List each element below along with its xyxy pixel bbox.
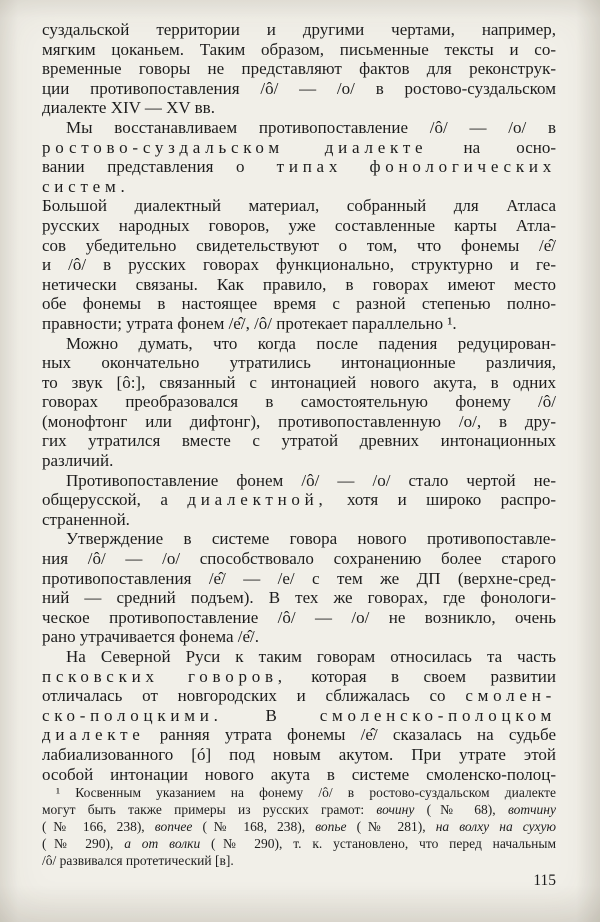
text-segment: На Северной Руси к таким говорам относилась та часть (66, 647, 556, 666)
text-line (42, 373, 556, 393)
text-line (42, 852, 556, 869)
text-line (42, 784, 556, 801)
text-segment: то звук [ô:], связанный с интонацией нового акута, в одних (42, 372, 556, 392)
text-segment: особой интонации нового акута в системе смоленско-полоц- (42, 764, 556, 784)
text-line (42, 588, 556, 608)
text-line (42, 334, 556, 354)
text-segment: Можно думать, что когда после падения редуцирован- (66, 333, 556, 353)
text-line (42, 255, 556, 275)
text-line (42, 608, 556, 628)
text-segment: и /ô/ в русских говорах функционально, структурно и ге- (42, 255, 556, 275)
text-line (42, 510, 556, 530)
text-segment: обе фонемы в настоящее время с разной степенью полно- (42, 294, 556, 314)
text-segment: (№ 290), т. к. установлено, что перед начальным (200, 836, 556, 851)
body-text (42, 20, 556, 784)
text-line (42, 431, 556, 451)
text-line (42, 196, 556, 216)
text-line (42, 79, 556, 99)
text-line (42, 801, 556, 818)
text-line (42, 275, 556, 295)
text-segment: (№ 166, 238), (42, 819, 155, 834)
text-line (42, 471, 556, 491)
text-line (42, 451, 556, 471)
footnote (42, 784, 556, 869)
text-line (42, 20, 556, 40)
text-line (42, 647, 556, 667)
text-segment: различий. (42, 451, 114, 471)
letterspaced-text: диалектной, (187, 490, 328, 510)
text-line (42, 686, 556, 706)
text-line (42, 818, 556, 835)
text-line (42, 412, 556, 432)
text-segment: (№ 281), (346, 819, 436, 834)
text-segment: говорах преобразовался в самостоятельную фонему /ô/ (42, 392, 556, 412)
text-line (42, 392, 556, 412)
text-segment: ния /ô/ — /о/ способствовало сохранению более старого (42, 549, 556, 569)
text-segment: Мы восстанавливаем противопоставление /ô/ — /о/ в (66, 117, 556, 137)
text-segment: рано утрачивается фонема /е̂/. (42, 627, 260, 647)
text-line (42, 314, 556, 334)
text-segment: В (222, 705, 320, 725)
text-line (42, 98, 556, 118)
text-line (42, 667, 556, 687)
italic-text: вопье (315, 819, 347, 834)
text-segment: ных окончательно утратились интонационные различия, (42, 353, 556, 373)
text-line (42, 138, 556, 158)
text-line (42, 529, 556, 549)
text-segment: ¹ Косвенным указанием на фонему /ô/ в ростово-суздальском диалекте (56, 785, 556, 800)
text-segment: отличалась от новгородских и сближалась со (42, 686, 466, 706)
italic-text: на волху на сухую (435, 819, 556, 834)
text-segment: суздальской территории и другими чертами, например, (42, 20, 556, 39)
text-segment: противопоставления /е̂/ — /е/ с тем же ДП (верхне-сред- (42, 568, 556, 588)
text-line (42, 835, 556, 852)
text-line (42, 765, 556, 785)
text-segment: хотя и широко распро- (327, 490, 556, 510)
text-segment: мягким цоканьем. Таким образом, письменные тексты и со- (42, 39, 556, 59)
text-line (42, 236, 556, 256)
text-segment: на осно- (427, 137, 556, 157)
text-line (42, 157, 556, 196)
text-segment: (№ 68), (414, 802, 508, 817)
text-line (42, 353, 556, 373)
text-segment: ции противопоставления /ô/ — /о/ в ростово-суздальском (42, 78, 556, 98)
letterspaced-text: о типах фонологических систем. (42, 157, 556, 196)
text-line (42, 569, 556, 589)
text-segment: /ô/ развивался протетический [в]. (42, 853, 234, 868)
text-segment: диалекте XIV — XV вв. (42, 98, 215, 118)
text-segment: нетически связаны. Как правило, в говорах имеют место (42, 274, 556, 294)
text-segment: Противопоставление фонем /ô/ — /о/ стало чертой не- (66, 470, 556, 490)
text-line (42, 118, 556, 138)
text-segment: сов убедительно свидетельствуют о том, что фонемы /е̂/ (42, 235, 556, 255)
text-segment: ческое противопоставление /ô/ — /о/ не возникло, очень (42, 607, 556, 627)
letterspaced-text: диалекте (42, 725, 145, 745)
letterspaced-text: псковских говоров, (42, 666, 287, 686)
text-segment: могут быть также примеры из русских грамот: (42, 802, 377, 817)
page-number: 115 (533, 872, 556, 889)
text-segment: Утверждение в системе говора нового противопоставле- (66, 529, 556, 549)
italic-text: вочину (376, 802, 415, 817)
text-segment: ний — средний подъем). В тех же говорах, где фонологи- (42, 588, 556, 608)
text-line (42, 40, 556, 60)
text-line (42, 725, 556, 745)
text-segment: вании представления (42, 157, 237, 177)
text-segment: гих утратился вместе с утратой древних интонационных (42, 431, 556, 451)
text-line (42, 490, 556, 510)
letterspaced-text: смоленско-полоцком (319, 705, 556, 725)
text-segment: которая в своем развитии (286, 666, 556, 686)
text-line (42, 59, 556, 79)
text-segment: (№ 290), (42, 836, 125, 851)
text-segment: (монофтонг или дифтонг), противопоставленную /о/, в дру- (42, 411, 556, 431)
italic-text: вотчину (507, 802, 556, 817)
text-segment: общерусской, а (42, 490, 188, 510)
text-segment: лабиализованного [ó] под новым акутом. При утрате этой (42, 744, 556, 764)
text-line (42, 216, 556, 236)
text-line (42, 745, 556, 765)
text-segment: ранняя утрата фонемы /е̂/ сказалась на судьбе (144, 725, 556, 745)
text-line (42, 294, 556, 314)
text-segment: (№ 168, 238), (192, 819, 316, 834)
text-segment: страненной. (42, 509, 130, 529)
text-line (42, 627, 556, 647)
letterspaced-text: смолен- (465, 686, 556, 706)
text-segment: русских народных говоров, уже составленные карты Атла- (42, 215, 556, 235)
text-segment: временные говоры не представляют фактов для реконструк- (42, 59, 556, 79)
text-segment: Большой диалектный материал, собранный для Атласа (42, 196, 556, 216)
text-line (42, 549, 556, 569)
italic-text: вопчее (154, 819, 193, 834)
text-segment: правности; утрата фонем /е̂/, /ô/ протекает параллельно ¹. (42, 313, 457, 333)
letterspaced-text: ростово-суздальском диалекте (42, 137, 428, 157)
italic-text: а от волки (124, 836, 201, 851)
letterspaced-text: ско-полоцкими. (42, 705, 223, 725)
text-line (42, 706, 556, 726)
